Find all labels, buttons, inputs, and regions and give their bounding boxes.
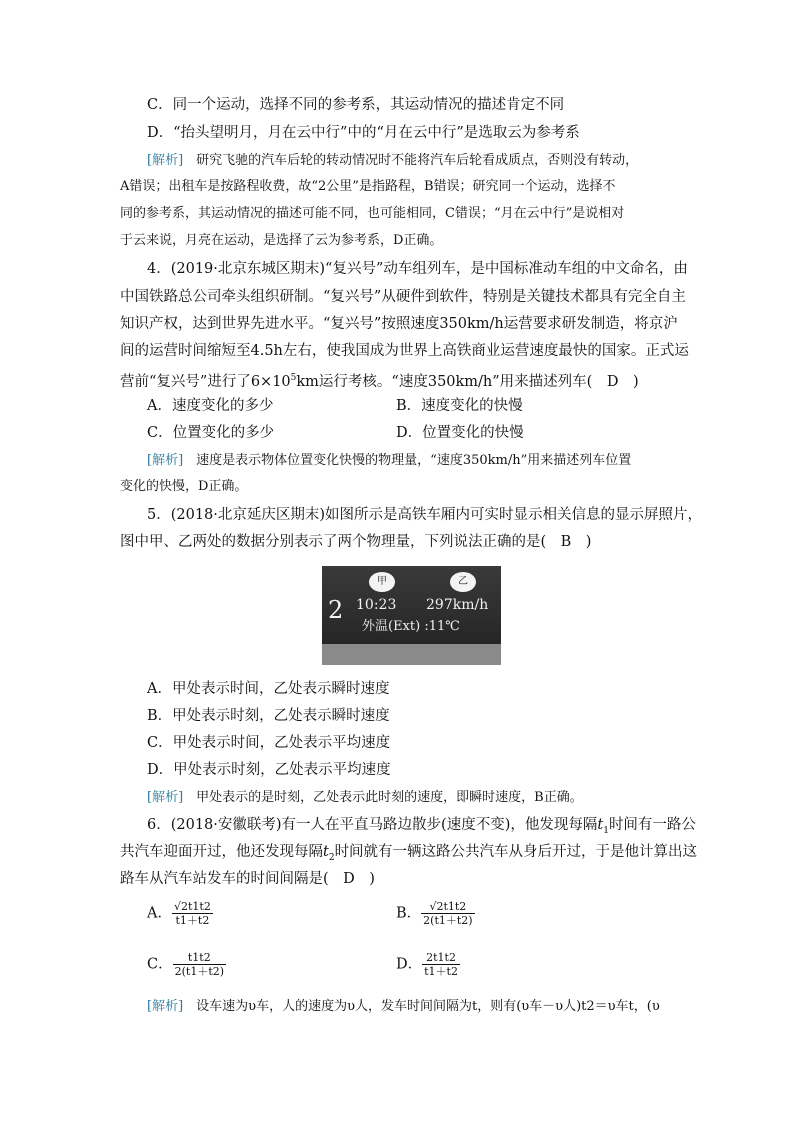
q6-sub-2: 2 (328, 852, 335, 863)
q6-option-a-numerator: √2t1t2 (173, 900, 211, 913)
q6-option-c-label: C． (147, 956, 173, 973)
q6-option-a-label: A． (147, 905, 172, 922)
q5-option-d: D．甲处表示时刻，乙处表示平均速度 (147, 762, 391, 778)
photo-speed: 297km/h (426, 597, 489, 613)
q4-analysis-line-2: 变化的快慢，D正确。 (120, 479, 248, 494)
q6-option-b-denominator: 2(t1＋t2) (423, 914, 473, 927)
q6-option-a-denominator: t1＋t2 (175, 914, 210, 927)
q6-stem-line-1 (147, 815, 707, 841)
analysis-tag: [解析] (147, 999, 184, 1014)
q6-option-c (147, 951, 226, 978)
q6-sub-1: 1 (603, 825, 609, 836)
q6-stem-2b: 时间就有一辆这路公共汽车从身后开过，于是他计算出这 (334, 844, 698, 860)
q6-option-d-denominator: t1＋t2 (424, 965, 458, 978)
q3-analysis-line-3: 同的参考系，其运动情况的描述可能不同，也可能相同，C错误；“月在云中行”是说相对 (120, 206, 625, 221)
q5-stem-line-2: 图中甲、乙两处的数据分别表示了两个物理量，下列说法正确的是( B ) (120, 534, 592, 550)
q6-option-c-denominator: 2(t1＋t2) (174, 965, 225, 978)
bubble-yi: 乙 (450, 572, 476, 592)
q4-analysis-text-1: 速度是表示物体位置变化快慢的物理量，“速度350km/h”用来描述列车位置 (196, 453, 632, 468)
q4-stem-line-5 (120, 368, 680, 392)
photo-car-number: 2 (328, 596, 344, 624)
q3-analysis-line-4: 于云来说，月亮在运动，是选择了云为参考系，D正确。 (120, 233, 443, 248)
q3-analysis-text-1: 研究飞驰的汽车后轮的转动情况时不能将汽车后轮看成质点，否则没有转动， (196, 153, 639, 168)
q4-stem-5b: km运行考核。“速度350km/h”用来描述列车( D ) (296, 373, 639, 390)
photo-temperature: 外温(Ext) :11℃ (362, 619, 460, 634)
q6-var-t: t (597, 817, 604, 833)
q6-option-b-label: B． (396, 905, 422, 922)
q6-option-d (396, 951, 460, 978)
q6-stem-2a: 共汽车迎面开过，他还发现每隔 (120, 844, 323, 860)
analysis-tag: [解析] (147, 153, 184, 168)
photo-time: 10:23 (356, 597, 397, 613)
q4-stem-line-1: 4．(2019·北京东城区期末)“复兴号”动车组列车，是中国标准动车组的中文命名，由 (147, 261, 688, 277)
q6-option-d-fraction (422, 951, 460, 978)
q4-option-a: A．速度变化的多少 (147, 398, 274, 414)
q6-stem-line-3: 路车从汽车站发车的时间间隔是( D ) (120, 871, 375, 887)
analysis-tag: [解析] (147, 790, 184, 805)
q6-option-b-numerator: √2t1t2 (421, 900, 474, 914)
q3-analysis-line-1 (147, 151, 707, 171)
q3-option-d: D．“抬头望明月，月在云中行”中的“月在云中行”是选取云为参考系 (147, 125, 580, 141)
q6-analysis-line-1 (147, 997, 707, 1017)
q4-option-c: C．位置变化的多少 (147, 425, 275, 441)
q5-option-c: C．甲处表示时间，乙处表示平均速度 (147, 735, 391, 751)
q6-option-b (396, 900, 475, 927)
q4-exponent: 5 (290, 373, 297, 383)
q6-var-t2: t (323, 844, 329, 860)
train-display-photo (322, 566, 501, 665)
q4-stem-line-4: 间的运营时间缩短至4.5h左右，使我国成为世界上高铁商业运营速度最快的国家。正式运 (120, 343, 689, 359)
q4-stem-line-3: 知识产权，达到世界先进水平。“复兴号”按照速度350km/h运营要求研发制造，将京沪 (120, 316, 678, 332)
q6-option-b-fraction (421, 900, 474, 927)
q5-option-a: A．甲处表示时间，乙处表示瞬时速度 (147, 681, 390, 697)
q3-option-c: C．同一个运动，选择不同的参考系，其运动情况的描述肯定不同 (147, 97, 565, 113)
analysis-tag: [解析] (147, 453, 184, 468)
q5-analysis-text-1: 甲处表示的是时刻，乙处表示此时刻的速度，即瞬时速度，B正确。 (196, 790, 583, 805)
q4-analysis-line-1 (147, 451, 707, 471)
q5-stem-line-1: 5．(2018·北京延庆区期末)如图所示是高铁车厢内可实时显示相关信息的显示屏照片， (147, 507, 703, 523)
q3-analysis-line-2: A错误；出租车是按路程收费，故“2公里”是指路程，B错误；研究同一个运动，选择不 (120, 179, 616, 194)
q4-option-b: B．速度变化的快慢 (396, 398, 523, 414)
photo-frame (322, 644, 501, 665)
q6-stem-1b: 时间有一路公 (608, 817, 696, 833)
q5-analysis-line-1 (147, 788, 707, 808)
q6-stem-line-2 (120, 842, 698, 868)
q6-option-c-numerator: t1t2 (173, 951, 226, 965)
q5-option-b: B．甲处表示时刻，乙处表示瞬时速度 (147, 708, 390, 724)
bubble-jia: 甲 (369, 572, 395, 592)
q6-option-d-label: D． (396, 956, 423, 973)
q6-option-a-fraction (172, 900, 213, 927)
q6-analysis-text-1: 设车速为υ车，人的速度为υ人，发车时间间隔为t，则有(υ车－υ人)t2＝υ车t，(υ (196, 999, 660, 1014)
q6-option-a (147, 900, 213, 927)
q6-option-d-numerator: 2t1t2 (422, 951, 460, 965)
q4-stem-line-2: 中国铁路总公司牵头组织研制。“复兴号”从硬件到软件，特别是关键技术都具有完全自主 (120, 289, 686, 305)
q6-stem-1a: 6．(2018·安徽联考)有一人在平直马路边散步(速度不变)，他发现每隔 (147, 817, 598, 833)
q4-stem-5a: 营前“复兴号”进行了6×10 (120, 373, 291, 390)
q4-option-d: D．位置变化的快慢 (396, 425, 524, 441)
q6-option-c-fraction (173, 951, 226, 978)
